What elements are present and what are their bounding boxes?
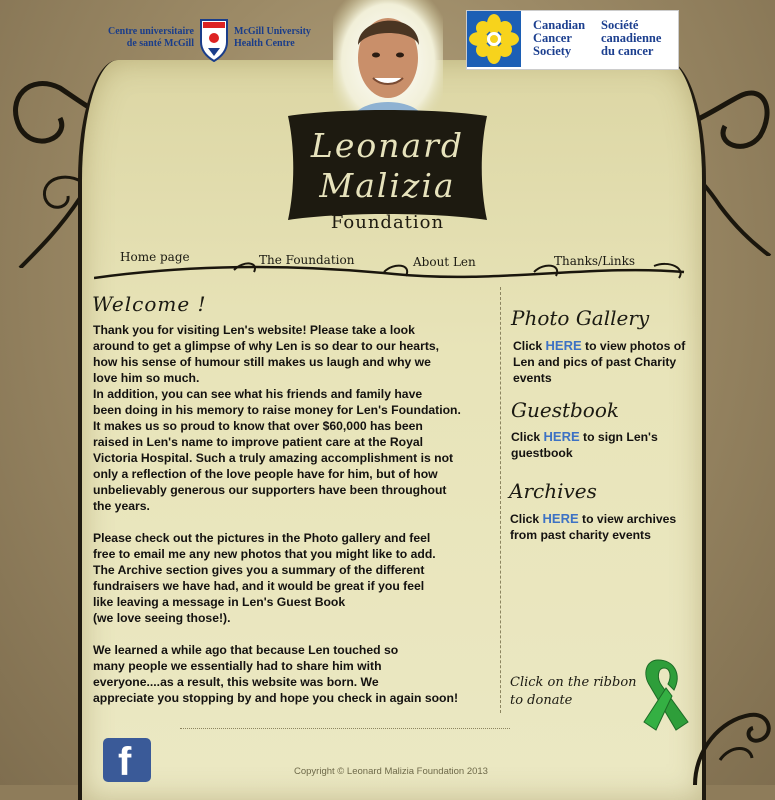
welcome-line: only a reflection of the love people have for him, but of how <box>93 467 438 481</box>
welcome-line: Victoria Hospital. Such a truly amazing accomplishment is not <box>93 451 454 465</box>
welcome-line: In addition, you can see what his friends and family have <box>93 387 423 401</box>
archives-here-link[interactable]: HERE <box>542 511 579 526</box>
nav-thanks-links[interactable]: Thanks/Links <box>554 254 636 268</box>
welcome-line: free to email me any new photos that you might like to add. <box>93 547 436 561</box>
welcome-line: We learned a while ago that because Len touched so <box>93 643 399 657</box>
title-last-name: Malizia <box>319 166 456 205</box>
nav-the-foundation[interactable]: The Foundation <box>259 253 355 267</box>
ccs-french-name: Société canadienne du cancer <box>601 18 662 58</box>
welcome-line: around to get a glimpse of why Len is so dear to our hearts, <box>93 339 440 353</box>
donate-ribbon-caption[interactable]: Click on the ribbon to donate <box>510 675 637 708</box>
welcome-line: the years. <box>93 499 150 513</box>
mcgill-english-name: McGill University Health Centre <box>234 26 311 49</box>
mcgill-french-name: Centre universitaire de santé McGill <box>107 26 194 49</box>
guestbook-here-link[interactable]: HERE <box>543 429 580 444</box>
welcome-line: like leaving a message in Len's Guest Book <box>93 595 346 609</box>
facebook-icon[interactable]: f <box>103 738 151 782</box>
welcome-line: appreciate you stopping by and hope you check in again soon! <box>93 691 459 705</box>
welcome-heading: Welcome ! <box>92 292 207 316</box>
canadian-cancer-society-logo[interactable] <box>466 10 679 70</box>
welcome-line: everyone....as a result, this website was born. We <box>93 675 379 689</box>
photo-gallery-text: Click HERE to view photos of Len and pics of past Charity events <box>513 338 686 385</box>
welcome-line: unbelievably generous our supporters have been throughout <box>93 483 447 497</box>
welcome-line: It makes us so proud to know that over $60,000 has been <box>93 419 423 433</box>
guestbook-text: Click HERE to sign Len's guestbook <box>511 429 658 460</box>
bottom-scroll-ornament <box>690 700 775 785</box>
column-divider <box>500 287 501 713</box>
nav-about-len[interactable]: About Len <box>413 255 476 269</box>
mcgill-logo[interactable] <box>96 16 321 68</box>
welcome-line: been doing in his memory to raise money for Len's Foundation. <box>93 403 461 417</box>
ccs-english-name: Canadian Cancer Society <box>533 18 586 58</box>
archives-text: Click HERE to view archives from past charity events <box>510 511 677 542</box>
copyright-text: Copyright © Leonard Malizia Foundation 2013 <box>294 766 488 777</box>
nav-home-page[interactable]: Home page <box>120 250 190 264</box>
welcome-line: The Archive section gives you a summary of the different <box>93 563 425 577</box>
guestbook-heading: Guestbook <box>511 398 619 422</box>
title-first-name: Leonard <box>310 126 465 165</box>
photo-gallery-here-link[interactable]: HERE <box>545 338 582 353</box>
welcome-line: raised in Len's name to improve patient care at the Royal <box>93 435 424 449</box>
welcome-text <box>93 322 498 706</box>
welcome-line: love him so much. <box>93 371 200 385</box>
photo-gallery-heading: Photo Gallery <box>511 306 650 330</box>
title-foundation: Foundation <box>330 212 445 233</box>
green-ribbon-donate-icon[interactable] <box>636 656 692 732</box>
footer-divider <box>180 728 510 729</box>
welcome-line: Thank you for visiting Len's website! Please take a look <box>93 323 415 337</box>
archives-heading: Archives <box>509 479 597 503</box>
mcgill-shield-icon <box>199 18 229 62</box>
welcome-line: many people we essentially had to share him with <box>93 659 382 673</box>
daffodil-icon <box>467 11 521 67</box>
welcome-line: (we love seeing those!). <box>93 611 231 625</box>
welcome-line: fundraisers we have had, and it would be great if you feel <box>93 579 425 593</box>
welcome-line: Please check out the pictures in the Photo gallery and feel <box>93 531 431 545</box>
welcome-line: how his sense of humour still makes us laugh and why we <box>93 355 431 369</box>
